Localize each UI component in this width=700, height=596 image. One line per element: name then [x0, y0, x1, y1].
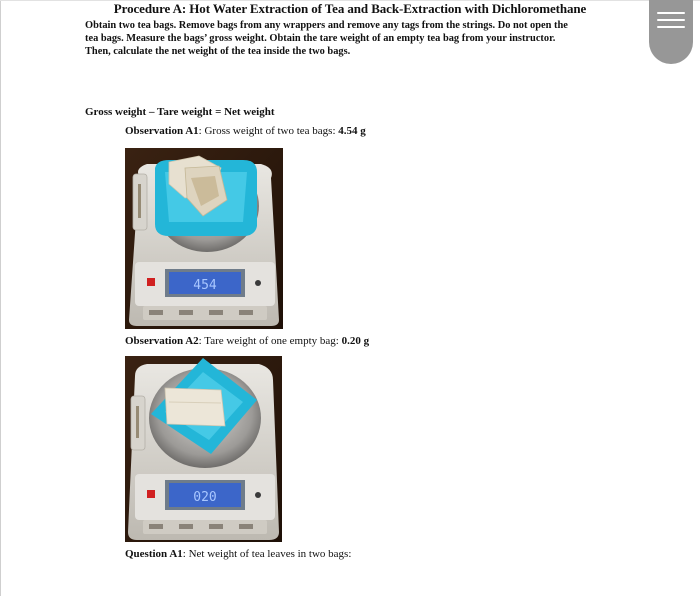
observation-a1-text: : Gross weight of two tea bags:	[198, 125, 339, 137]
scale-photo-gross	[125, 148, 283, 329]
observation-a1-label: Observation A1	[125, 125, 199, 137]
weight-formula: Gross weight – Tare weight = Net weight	[85, 106, 275, 118]
menu-bar	[657, 12, 685, 14]
observation-a2-text: : Tare weight of one empty bag:	[198, 335, 342, 347]
observation-a2-label: Observation A2	[125, 335, 199, 347]
scale-readout-tare: 020	[193, 490, 217, 505]
question-a1-label: Question A1	[125, 548, 183, 560]
observation-a1-value: 4.54 g	[338, 125, 366, 137]
observation-a2	[125, 335, 369, 347]
page-left-border	[0, 0, 1, 596]
instructions-line: Obtain two tea bags. Remove bags from any wrappers and remove any tags from the strings. Do not open the	[85, 20, 568, 31]
procedure-title: Procedure A: Hot Water Extraction of Tea and Back-Extraction with Dichloromethane	[113, 1, 587, 16]
procedure-instructions	[85, 19, 625, 58]
menu-bar	[657, 19, 685, 21]
instructions-line: tea bags. Measure the bags’ gross weight. Obtain the tare weight of an empty tea bag from your instructor.	[85, 33, 556, 44]
instructions-line: Then, calculate the net weight of the tea inside the two bags.	[85, 46, 351, 57]
hamburger-menu-icon[interactable]	[649, 0, 693, 64]
menu-bar	[657, 26, 685, 28]
observation-a2-value: 0.20 g	[341, 335, 370, 347]
question-a1-text: : Net weight of tea leaves in two bags:	[182, 548, 352, 560]
observation-a1	[125, 125, 366, 137]
question-a1	[125, 548, 351, 560]
scale-readout-gross: 454	[193, 278, 217, 293]
scale-photo-tare	[125, 356, 282, 542]
